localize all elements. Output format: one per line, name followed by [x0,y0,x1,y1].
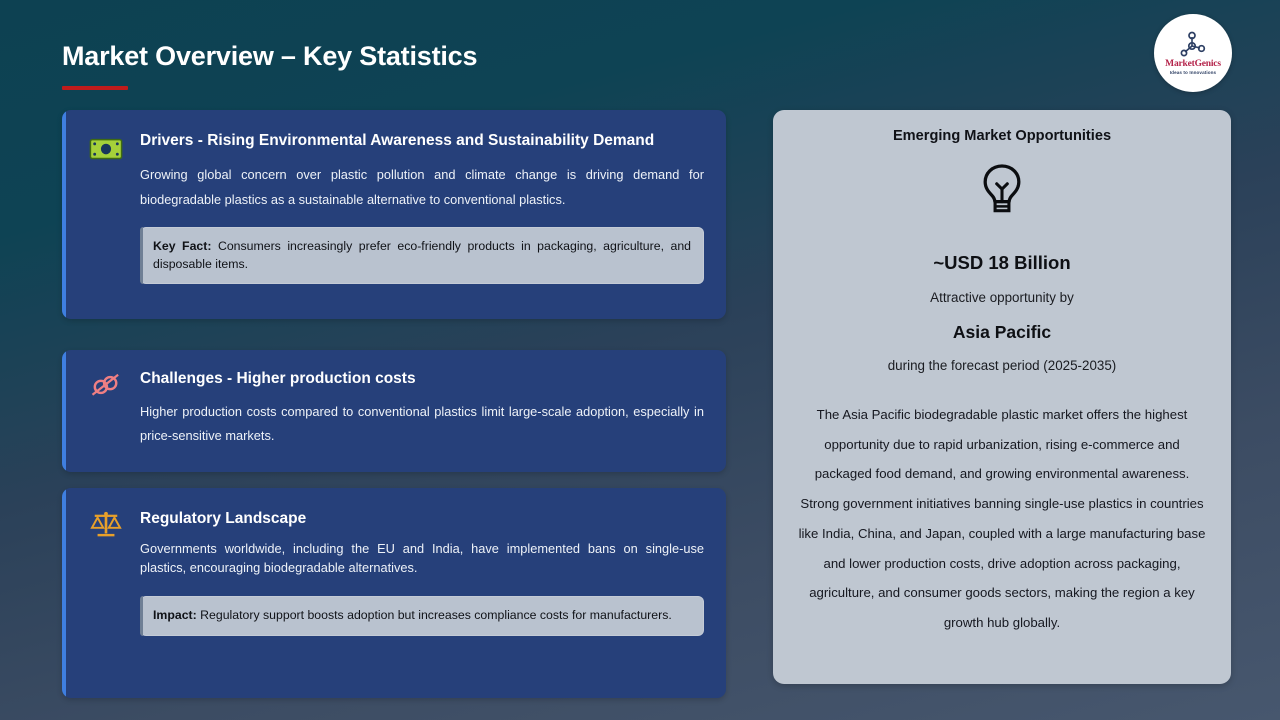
panel-heading: Emerging Market Opportunities [892,128,1112,144]
stat-subtitle: Attractive opportunity by [930,290,1074,305]
card-body-text: Higher production costs compared to conventional plastics limit large-scale adoption, especially in price-sensitive markets. [140,403,704,443]
card-title: Regulatory Landscape [140,510,307,527]
key-fact-label: Key Fact: [153,238,212,253]
card-challenges[interactable] [62,350,726,472]
impact-label: Impact: [153,608,197,623]
money-banknote-icon [88,132,124,166]
key-fact-box [140,227,704,285]
card-regulatory-landscape[interactable] [62,488,726,698]
stat-value: ~USD 18 Billion [933,252,1071,273]
emerging-opportunities-panel [773,110,1231,684]
impact-box [140,596,704,635]
broken-chain-link-icon [88,368,124,402]
card-drivers[interactable] [62,110,726,319]
brand-logo [1154,14,1232,92]
balance-scale-icon [88,508,124,542]
card-body-text: Governments worldwide, including the EU and India, have implemented bans on single-use plastics, encouraging biodegradable alternatives. [140,540,704,576]
stat-region: Asia Pacific [952,322,1052,342]
logo-tagline: Ideas to Innovations [1169,69,1217,75]
title-underline-rule [62,86,128,90]
logo-name: MarketGenics [1165,58,1221,69]
card-title: Challenges - Higher production costs [140,370,416,387]
molecule-node-graph-icon [1178,31,1208,59]
impact-text: Regulatory support boosts adoption but increases compliance costs for manufacturers. [196,608,672,623]
key-fact-text: Consumers increasingly prefer eco-friendly products in packaging, agriculture, and disposable items. [153,238,692,271]
insight-cards-column [62,110,726,698]
panel-description: The Asia Pacific biodegradable plastic market offers the highest opportunity due to rapid urbanization, rising e-commerce and packaged food demand, and growing environmental awareness. Strong government initiatives banning single-use plastics in countries like India, China, and Japan, coupled with a large manufacturing base and lower production costs, drive adoption across packaging, agriculture, and consumer goods sectors, making the region a key growth hub globally. [798,407,1206,630]
stat-forecast-period: during the forecast period (2025-2035) [887,358,1117,373]
card-title: Drivers - Rising Environmental Awareness and Sustainability Demand [140,132,655,149]
page-title: Market Overview – Key Statistics [62,41,478,71]
lightbulb-icon [797,162,1207,220]
card-body-text: Growing global concern over plastic pollution and climate change is driving demand for biodegradable plastics as a sustainable alternative to conventional plastics. [140,166,704,207]
